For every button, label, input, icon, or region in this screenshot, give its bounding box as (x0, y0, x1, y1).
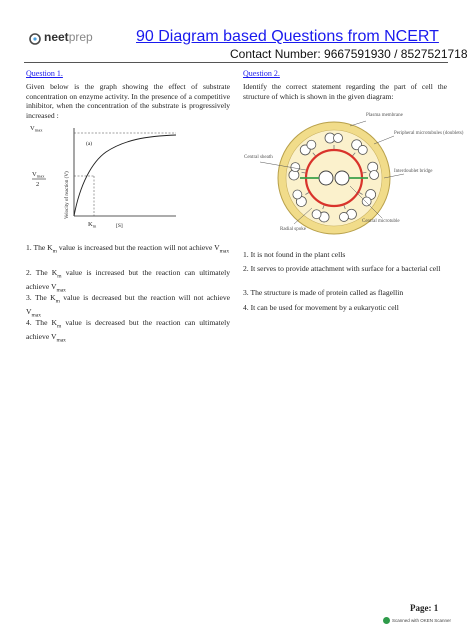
header-divider (24, 62, 448, 63)
question-1-text: Given below is the graph showing the effect of substrate concentration on enzyme activity. In the presence of a competitive inhibitor, when the concentration of the substrate is progressively increased : (26, 82, 230, 120)
doublet-microtubule (370, 170, 379, 179)
label-radial-spoke: Radial spoke (280, 227, 306, 232)
question-1-option-3[interactable]: 3. The $K_m$ value is decreased but the reaction will not achieve $V_{max}$ (26, 293, 230, 319)
curve-label: (a) (86, 141, 93, 147)
doublet-microtubule (358, 145, 367, 154)
doublet-microtubule (334, 134, 343, 143)
substrate-axis-label: [S] (116, 223, 123, 229)
logo-text-neet: neet (44, 30, 69, 44)
doublet-microtubule (312, 210, 321, 219)
question-1-label: Question 1. (26, 69, 63, 78)
doublet-microtubule (362, 197, 371, 206)
half-vmax-bottom-label: 2 (36, 181, 40, 188)
doublet-microtubule (293, 190, 302, 199)
label-central-microtuble: Central microtuble (362, 219, 400, 224)
question-2-option-3[interactable]: 3. The structure is made of protein called as flagellin (243, 288, 404, 297)
plasma-pointer (350, 121, 366, 126)
doublet-microtubule (291, 163, 300, 172)
question-2-option-2[interactable]: 2. It serves to provide attachment with surface for a bacterial cell (243, 264, 441, 273)
peripheral-pointer (374, 136, 394, 144)
km-label: $K_m$ (88, 221, 97, 229)
scanner-logo-icon (383, 617, 390, 624)
vmax-label: $V_{max}$ (30, 125, 43, 133)
question-2-text: Identify the correct statement regarding the part of cell the structure of which is shown in the given diagram: (243, 82, 447, 101)
logo-text (44, 30, 93, 44)
contact-number: Contact Number: 9667591930 / 8527521718 (230, 47, 468, 61)
central-microtubule-left (319, 171, 333, 185)
logo-text-prep: prep (68, 30, 93, 44)
label-central-sheath: Central sheath (244, 155, 273, 160)
page-title[interactable]: 90 Diagram based Questions from NCERT (136, 28, 439, 45)
saturation-curve (74, 135, 176, 216)
label-peripheral-microtubules: Peripheral microtubules (doublets) (394, 131, 464, 136)
question-1-option-1[interactable]: 1. The $K_m$ value is increased but the reaction will not achieve $V_{max}$ (26, 243, 230, 255)
scanner-watermark: Scanned with OKEN Scanner (392, 618, 452, 623)
page-number: Page: 1 (410, 603, 439, 613)
question-2-option-1[interactable]: 1. It is not found in the plant cells (243, 250, 346, 259)
question-2-option-4[interactable]: 4. It can be used for movement by a eukaryotic cell (243, 303, 399, 312)
question-2-label: Question 2. (243, 69, 280, 78)
enzyme-kinetics-graph (26, 124, 236, 234)
doublet-microtubule (339, 212, 348, 221)
label-interdoublet-bridge: Interdoublet bridge (394, 169, 433, 174)
label-plasma-membrane: Plasma membrane (366, 113, 403, 118)
y-axis-label: Velocity of reaction (V) (65, 171, 70, 219)
axoneme-diagram (238, 108, 464, 244)
central-microtubule-right (335, 171, 349, 185)
logo-mark-icon (26, 30, 44, 48)
doublet-microtubule (307, 140, 316, 149)
half-vmax-top-label: $V_{max}$ (32, 171, 45, 179)
question-1-option-4[interactable]: 4. The $K_m$ value is decreased but the reaction can ultimately achieve $V_{max}$ (26, 318, 230, 344)
question-1-option-2[interactable]: 2. The $K_m$ value is increased but the reaction can ultimately achieve $V_{max}$ (26, 268, 230, 294)
